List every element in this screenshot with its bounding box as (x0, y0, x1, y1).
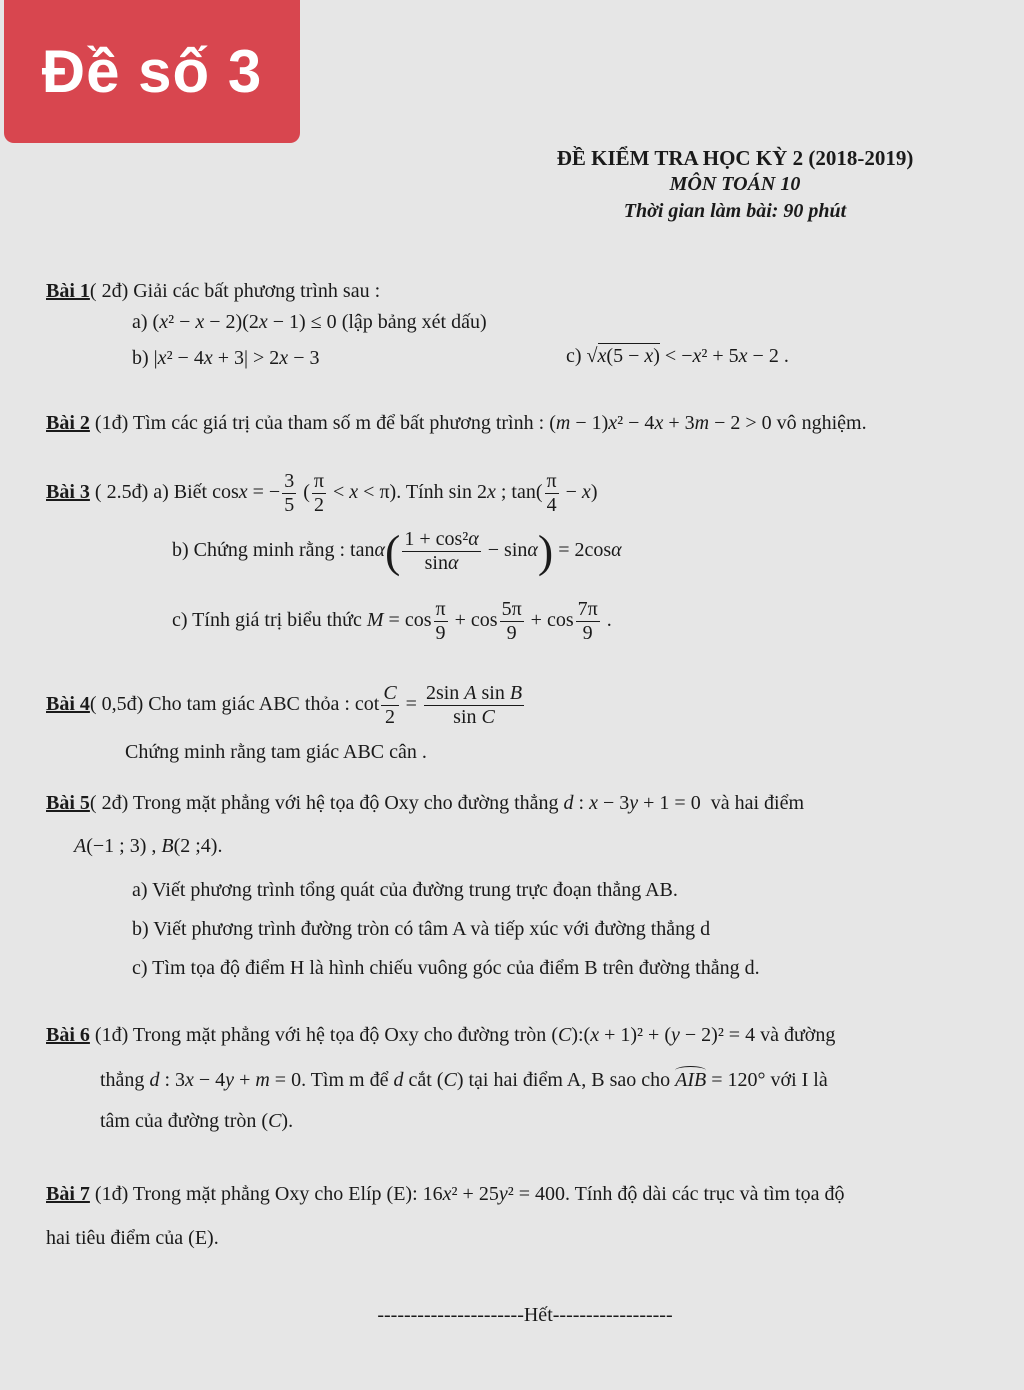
bai6-l2e: với I là (770, 1069, 828, 1091)
bai3-a-tail: . Tính (396, 481, 444, 504)
bai3-label: Bài 3 (46, 481, 90, 504)
bai6-l2d: tại hai điểm A, B sao cho (468, 1069, 671, 1091)
exam-title: ĐỀ KIỂM TRA HỌC KỲ 2 (2018-2019) (556, 146, 914, 170)
bai2: Bài 2 (1đ) Tìm các giá trị của tham số m để bất phương trình : (m − 1)x² − 4x + 3m − 2 > 0 vô nghiệm. (46, 412, 867, 434)
bai2-label: Bài 2 (46, 412, 90, 434)
bai3-intro: ( 2.5đ) a) Biết (94, 481, 208, 504)
bai6-tail1: và đường (760, 1024, 836, 1046)
bai1-label: Bài 1 (46, 280, 90, 302)
bai7-intro: (1đ) Trong mặt phẳng Oxy cho Elíp (E): (94, 1183, 418, 1205)
angle-aib: AIB (675, 1069, 707, 1091)
bai6-l2b: . Tìm m để (301, 1069, 389, 1091)
bai1-a-text: (lập bảng xét dấu) (341, 311, 487, 333)
bai5-part-a: a) Viết phương trình tổng quát của đường trung trực đoạn thẳng AB. (132, 879, 678, 901)
bai5-intro: ( 2đ) Trong mặt phẳng với hệ tọa độ Oxy cho đường thẳng (89, 792, 559, 814)
bai1-part-c: c) √x(5 − x) < −x² + 5x − 2 . (566, 345, 789, 367)
bai1-part-a: a) (x² − x − 2)(2x − 1) ≤ 0 (lập bảng xét dấu) (132, 311, 487, 333)
bai3-c-text: c) Tính giá trị biểu thức (172, 609, 362, 632)
bai6-heading: Bài 6 (1đ) Trong mặt phẳng với hệ tọa độ Oxy cho đường tròn (C):(x + 1)² + (y − 2)² = 4 và đường (46, 1024, 836, 1046)
bai1-part-b: b) |x² − 4x + 3| > 2x − 3 (132, 347, 320, 369)
bai6-line2: thẳng d : 3x − 4y + m = 0. Tìm m để d cắt (C) tại hai điểm A, B sao cho AIB = 120° với I là (100, 1069, 828, 1091)
bai3-b-text: b) Chứng minh rằng : (172, 539, 346, 562)
bai5-heading: Bài 5( 2đ) Trong mặt phẳng với hệ tọa độ Oxy cho đường thẳng d : x − 3y + 1 = 0 và hai điểm (46, 792, 805, 814)
bai6-intro: (1đ) Trong mặt phẳng với hệ tọa độ Oxy cho đường tròn (94, 1024, 547, 1046)
bai1-heading (46, 280, 380, 303)
bai6-l2c: cắt (408, 1069, 432, 1091)
bai1-intro: ( 2đ) Giải các bất phương trình sau : (89, 280, 381, 302)
bai4: Bài 4( 0,5đ) Cho tam giác ABC thỏa : cot $\frac{C}{2}$ = $\frac{\text{2sin A sin B}}{\text{sin C}}$ (46, 682, 523, 728)
bai5-tail: và hai điểm (710, 792, 805, 814)
bai5-part-b: b) Viết phương trình đường tròn có tâm A và tiếp xúc với đường thẳng d (132, 918, 711, 940)
bai5-label: Bài 5 (46, 792, 90, 814)
badge-text: Đề số 3 (41, 38, 263, 105)
bai6-line3: tâm của đường tròn (C). (100, 1110, 294, 1132)
bai7-line2: hai tiêu điểm của (E). (46, 1227, 219, 1249)
bai4-label: Bài 4 (46, 693, 90, 716)
title-badge (4, 0, 300, 143)
bai6-label: Bài 6 (46, 1024, 90, 1046)
exam-subject: MÔN TOÁN 10 (669, 173, 801, 195)
bai5-points: A(−1 ; 3) , B(2 ;4). (74, 835, 223, 857)
bai4-intro: ( 0,5đ) Cho tam giác ABC thỏa : (89, 693, 350, 716)
bai5-part-c: c) Tìm tọa độ điểm H là hình chiếu vuông góc của điểm B trên đường thẳng d. (132, 957, 760, 979)
bai3-part-c: c) Tính giá trị biểu thức M = cos $\frac{\pi}{9}$ + cos $\frac{5\pi}{9}$ + cos $\frac{7\pi}{9}$ . (172, 598, 612, 644)
bai2-tail: vô nghiệm. (776, 412, 867, 434)
bai6-l2a: thẳng (100, 1069, 145, 1091)
bai7-tail: . Tính độ dài các trục và tìm tọa độ (565, 1183, 845, 1205)
bai7-heading: Bài 7 (1đ) Trong mặt phẳng Oxy cho Elíp (E): 16x² + 25y² = 400. Tính độ dài các trục và tìm tọa độ (46, 1183, 845, 1205)
bai3-part-a: Bài 3 ( 2.5đ) a) Biết cosx = − $\frac{3}{5}$ ( $\frac{\pi}{2}$ < x < π). Tính sin 2x ; tan( $\frac{\pi}{4}$ − x) (46, 470, 598, 516)
exam-time: Thời gian làm bài: 90 phút (623, 200, 847, 222)
bai7-label: Bài 7 (46, 1183, 90, 1205)
end-marker: ----------------------Hết------------------ (377, 1304, 673, 1326)
bai3-part-b: b) Chứng minh rằng : tanα( $\frac{\text{1 + cos²α}}{\sin\alpha}$ − sinα) = 2cosα (172, 525, 622, 577)
bai6-l3: tâm của đường tròn (100, 1110, 257, 1132)
bai2-intro: (1đ) Tìm các giá trị của tham số m để bất phương trình : (94, 412, 545, 434)
bai4-line2: Chứng minh rằng tam giác ABC cân . (125, 741, 427, 763)
